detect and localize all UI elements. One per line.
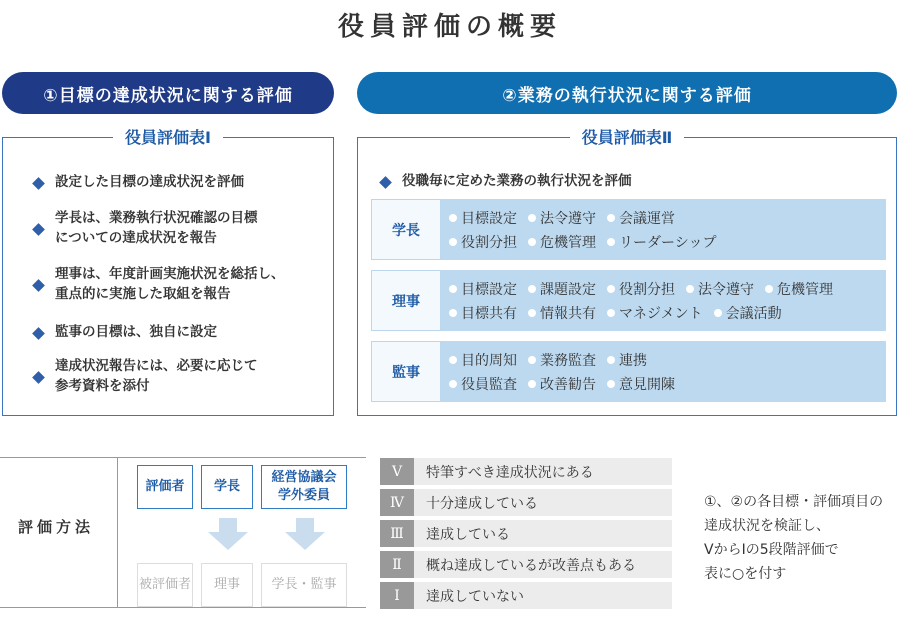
role-item: 課題設定	[528, 279, 596, 299]
divider	[117, 457, 118, 608]
dot-bullet-icon	[528, 238, 536, 246]
evaluator-president: 学長	[201, 465, 253, 509]
evaluation-method-label: 評価方法	[18, 518, 95, 536]
dot-bullet-icon	[528, 309, 536, 317]
role-item: 情報共有	[528, 303, 596, 323]
role-item: 業務監査	[528, 350, 596, 370]
section1-header: ①目標の達成状況に関する評価	[2, 72, 334, 114]
dot-bullet-icon	[714, 309, 722, 317]
role-item: 会議活動	[714, 303, 782, 323]
section2-lead: 役職毎に定めた業務の執行状況を評価	[381, 171, 781, 191]
grade-row: Ⅳ 十分達成している	[380, 489, 672, 516]
role-item: 目標設定	[449, 208, 517, 228]
section1-bullet: 達成状況報告には、必要に応じて 参考資料を添付	[34, 356, 324, 396]
diamond-bullet-icon	[32, 223, 45, 236]
role-item: 改善勧告	[528, 374, 596, 394]
role-item: 目標設定	[449, 279, 517, 299]
dot-bullet-icon	[607, 238, 615, 246]
diamond-bullet-icon	[32, 371, 45, 384]
diamond-bullet-icon	[32, 327, 45, 340]
evaluator-header: 評価者	[137, 465, 193, 509]
section1-bullet: 学長は、業務執行状況確認の目標 についての達成状況を報告	[34, 208, 324, 248]
dot-bullet-icon	[449, 309, 457, 317]
dot-bullet-icon	[765, 285, 773, 293]
page-title: 役員評価の概要	[337, 12, 562, 42]
grade-row: Ⅱ 概ね達成しているが改善点もある	[380, 551, 672, 578]
dot-bullet-icon	[607, 214, 615, 222]
section1-bullet: 理事は、年度計画実施状況を総括し、 重点的に実施した取組を報告	[34, 264, 324, 304]
diamond-bullet-icon	[32, 279, 45, 292]
dot-bullet-icon	[449, 356, 457, 364]
grading-note: ①、②の各目標・評価項目の 達成状況を検証し、 ⅤからⅠの5段階評価で 表に○を付す	[704, 494, 884, 582]
section1-bullet: 設定した目標の達成状況を評価	[34, 172, 324, 192]
dot-bullet-icon	[528, 356, 536, 364]
evaluation-table-1-title: 役員評価表Ⅰ	[113, 127, 223, 149]
dot-bullet-icon	[528, 285, 536, 293]
divider	[0, 607, 366, 608]
evaluatee-director: 理事	[201, 563, 253, 607]
dot-bullet-icon	[449, 285, 457, 293]
role-item: 法令遵守	[686, 279, 754, 299]
role-item: リーダーシップ	[607, 232, 716, 252]
dot-bullet-icon	[607, 309, 615, 317]
dot-bullet-icon	[449, 380, 457, 388]
evaluatee-president-auditor: 学長・監事	[261, 563, 347, 607]
role-item: 意見開陳	[607, 374, 675, 394]
evaluator-council: 経営協議会 学外委員	[261, 465, 347, 509]
dot-bullet-icon	[528, 380, 536, 388]
role-item: 役員監査	[449, 374, 517, 394]
role-item: 会議運営	[607, 208, 675, 228]
dot-bullet-icon	[449, 214, 457, 222]
down-arrow-icon	[285, 518, 325, 554]
evaluatee-header: 被評価者	[137, 563, 193, 607]
role-item: 目的周知	[449, 350, 517, 370]
role-item: 目標共有	[449, 303, 517, 323]
role-label: 監事	[371, 341, 441, 402]
role-items	[441, 199, 886, 260]
role-item: 危機管理	[765, 279, 833, 299]
dot-bullet-icon	[449, 238, 457, 246]
role-item: 危機管理	[528, 232, 596, 252]
grade-row: Ⅲ 達成している	[380, 520, 672, 547]
section2-header: ②業務の執行状況に関する評価	[357, 72, 897, 114]
dot-bullet-icon	[528, 214, 536, 222]
role-item: 役割分担	[607, 279, 675, 299]
role-item: マネジメント	[607, 303, 703, 323]
dot-bullet-icon	[607, 380, 615, 388]
diamond-bullet-icon	[32, 177, 45, 190]
role-items	[441, 270, 886, 331]
role-item: 役割分担	[449, 232, 517, 252]
dot-bullet-icon	[607, 356, 615, 364]
role-label: 理事	[371, 270, 441, 331]
role-label: 学長	[371, 199, 441, 260]
grade-row: Ⅴ 特筆すべき達成状況にある	[380, 458, 672, 485]
diamond-bullet-icon	[379, 176, 392, 189]
role-item: 法令遵守	[528, 208, 596, 228]
role-items	[441, 341, 886, 402]
dot-bullet-icon	[607, 285, 615, 293]
dot-bullet-icon	[686, 285, 694, 293]
down-arrow-icon	[208, 518, 248, 554]
role-item: 連携	[607, 350, 647, 370]
evaluation-table-2-title: 役員評価表Ⅱ	[570, 127, 685, 149]
grade-row: Ⅰ 達成していない	[380, 582, 672, 609]
divider	[0, 457, 366, 458]
section1-bullet: 監事の目標は、独自に設定	[34, 322, 324, 342]
